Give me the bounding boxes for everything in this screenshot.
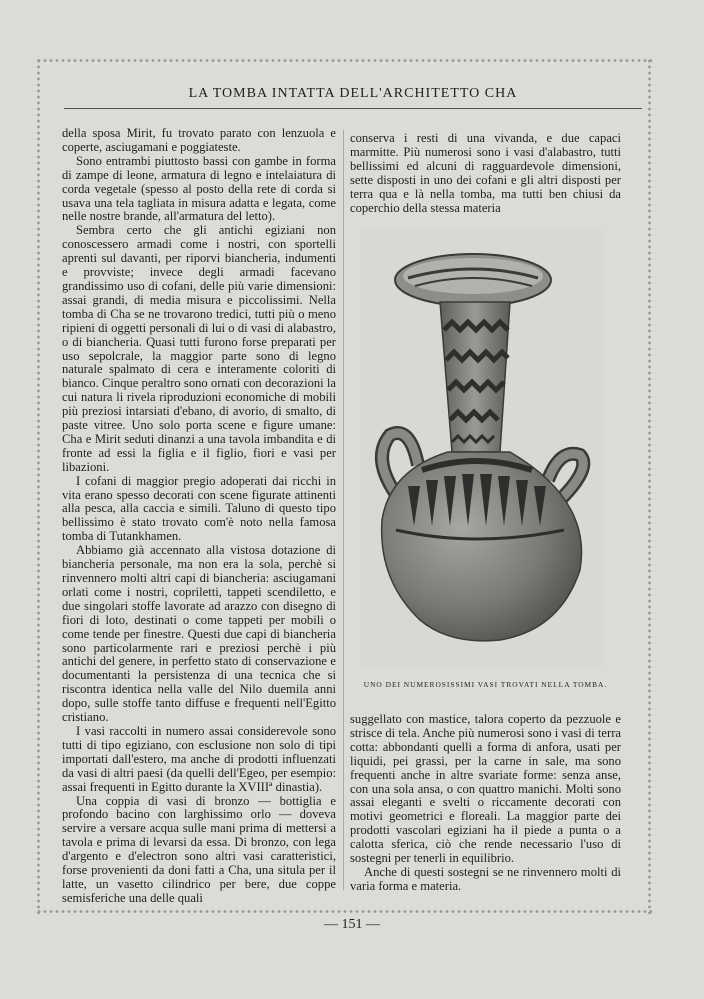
column-divider	[343, 130, 344, 890]
right-column-bottom	[350, 713, 621, 894]
frame-left-border	[36, 58, 41, 914]
paragraph: Sembra certo che gli antichi egiziani non conoscessero armadi come i nostri, con sportelli aprenti sul davanti, per riporvi biancheria, indumenti e provviste; invece degli armadi facevano grandissimo uso di cofani, delle più varie dimensioni: assai grandi, di media misura e piccolissimi. Nella tomba di Cha se ne trovarono tredici, tutti più o meno ripieni di oggetti personali di lui o di vasi di alabastro, o di biancheria. Quasi tutti furono forse preparati per uso sepolcrale, la maggior parte sono di legno naturale spalmato di cera e interamente coloriti di bianco. Cinque peraltro sono ornati con decorazioni la cui natura li rivela riproduzioni economiche di mobili più preziosi intarsiati d'ebano, di avorio, di smalto, di paste vitree. Uno solo porta scene e figure umane: Cha e Mirit seduti dinanzi a una tavola imbandita e di fronte ad essi la figlia e il figlio, fiori e vasi per libazioni.	[62, 223, 336, 474]
paragraph: Anche di questi sostegni se ne rinvennero molti di varia forma e materia.	[350, 864, 621, 893]
header-rule	[64, 108, 642, 109]
paragraph: Una coppia di vasi di bronzo — bottiglia e profondo bacino con larghissimo orlo — doveva servire a versare acqua sulle mani prima di mettersi a tavola e prima di levarsi da essa. Di bronzo, con lega d'argento e d'electron sono altri vasi caratteristici, forse provenienti da doni fatti a Cha, una situla per il latte, un vasetto cilindrico per bere, due coppe semisferiche una delle quali	[62, 793, 336, 905]
figure-caption: UNO DEI NUMEROSISSIMI VASI TROVATI NELLA TOMBA.	[363, 680, 608, 689]
right-column-top	[350, 132, 621, 215]
running-header: LA TOMBA INTATTA DELL'ARCHITETTO CHA	[188, 86, 518, 101]
vase-illustration	[360, 230, 603, 668]
paragraph: Sono entrambi piuttosto bassi con gambe in forma di zampe di leone, armatura di legno e intelaiatura di corda vegetale (spesso al posto della rete di corda si usava una tela tagliata in misura adatta e legata, come nelle nostre brande, all'armatura del letto).	[62, 153, 336, 224]
page-number: — 151 —	[324, 917, 380, 932]
paragraph: suggellato con mastice, talora coperto da pezzuole e strisce di tela. Anche più numerosi sono i vasi di terra cotta: abbondanti quelli a forma di anfora, usati per liquidi, pei grassi, per la carne in sale, ma sono frequenti anche in altre svariate forme: senza anse, con una sola ansa, o con quattro manichi. Molti sono assai eleganti e svelti o riccamente decorati con motivi geometrici e floreali. La maggior parte dei prodotti vascolari egiziani ha il piede a punta o a calotta sferica, ciò che rende necessario l'uso di sostegni per tenerli in equilibrio.	[350, 712, 621, 866]
frame-right-border	[647, 58, 652, 914]
vase-photograph	[360, 230, 603, 668]
paragraph: Abbiamo già accennato alla vistosa dotazione di biancheria personale, ma non era la sola, perchè si rinvennero molti altri capi di biancheria: asciugamani orlati come i nostri, copriletti, tappeti scendiletto, e due singolari stoffe lavorate ad arazzo con disegno di fiori di loto, destinati o come tappeti per mobili o come tende per finestre. Questi due capi di biancheria sono particolarmente rari e preziosi perchè i più antichi del genere, in perfetto stato di conservazione e documentanti la persistenza di una tecnica che si riscontra identica nella valle del Nilo duemila anni dopo, sulle stoffe tanto diffuse e frequenti nell'Egitto cristiano.	[62, 543, 336, 725]
paragraph: I cofani di maggior pregio adoperati dai ricchi in vita erano spesso decorati con scene figurate attinenti alla pesca, alla caccia e simili. Taluno di questo tipo bellissimo è stato trovato com'è noto nella famosa tomba di Tutankhamen.	[62, 473, 336, 544]
paragraph: conserva i resti di una vivanda, e due capaci marmitte. Più numerosi sono i vasi d'alabastro, tutti bellissimi ed alcuni di ragguardevole dimensioni, sette disposti in uno dei cofani e gli altri disposti per terra qua e là nella tomba, ma tutti ben chiusi da coperchio della stessa materia	[350, 131, 621, 215]
paragraph: I vasi raccolti in numero assai considerevole sono tutti di tipo egiziano, con esclusione non solo di tipi importati dall'estero, ma anche di prodotti influenzati da vasi di altri paesi (da quelli dell'Egeo, per esempio: assai frequenti in Egitto durante la XVIIIª dinastia).	[62, 723, 336, 794]
paragraph: della sposa Mirit, fu trovato parato con lenzuola e coperte, asciugamani e poggiateste.	[62, 126, 336, 154]
left-column	[62, 127, 336, 906]
frame-bottom-border	[36, 909, 652, 914]
frame-top-border	[36, 58, 652, 63]
